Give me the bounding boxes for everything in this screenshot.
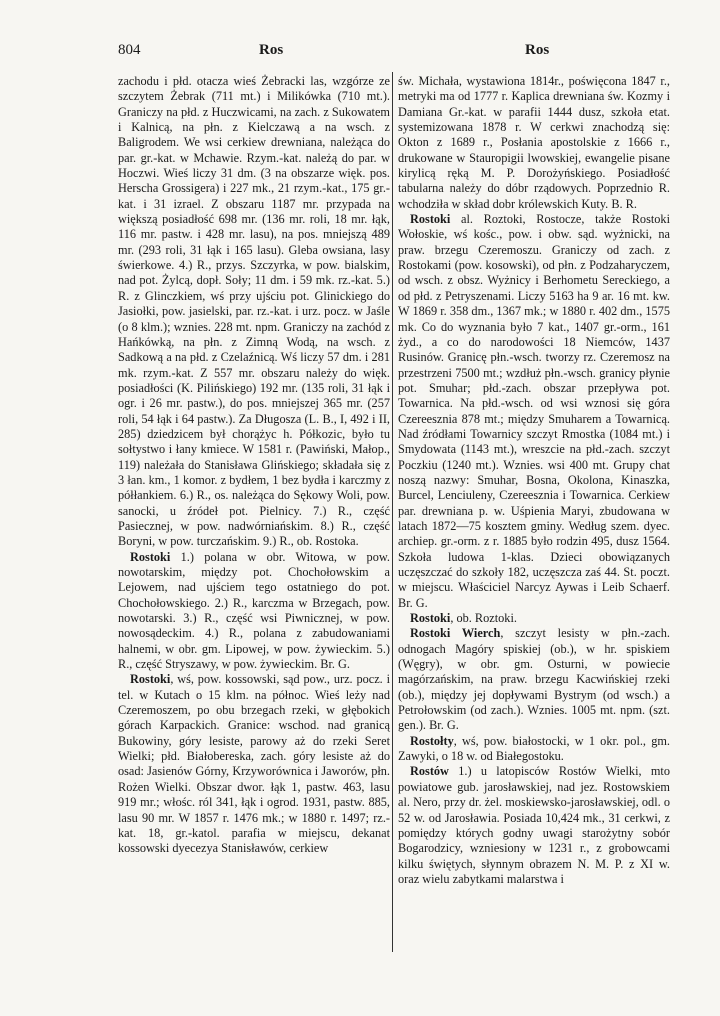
entry-text: 1.) u latopisców Rostów Wielki, mto powiatowe gub. jarosławskiej, nad jez. Rostowskiem al. Nero, przy dr. żel. moskiewsko-jarosławskiej, odl. o 52 w. od Jarosławia. Posiada 10,424 mk., 31 cerkwi, z pomiędzy których godny uwagi starożytny sobór Bogarodzicy, wzniesiony w 1231 r., z grobowcami kilku świętych, słynnym obrazem N. M. P. z XI w. oraz wielu zabytkami malarstwa i [398, 764, 670, 886]
entry-paragraph [398, 611, 670, 626]
entry-paragraph [118, 74, 390, 550]
entry-paragraph [118, 672, 390, 856]
running-head-left: Ros [259, 42, 284, 58]
entry-paragraph [398, 626, 670, 733]
page-header [118, 42, 670, 62]
entry-headword: Rostoki Wierch [410, 626, 501, 641]
entry-text: al. Roztoki, Rostocze, także Rostoki Wołoskie, wś kośc., pow. i obw. sąd. wyżnicki, na praw. brzegu Czeremoszu. Graniczy od zach. z Rostokami (pow. kosowski), od płn. z Podzaharyczem, od wsch. z obsz. Wyżnicy i Berhometu Sereckiego, a od płd. z Petryszenami. Liczy 5163 ha 9 ar. 16 mt. kw. W 1869 r. 358 dm., 1367 mk.; w 1880 r. 402 dm., 1575 mk. Co do wyznania było 7 kat., 1407 gr.-orm., 161 żyd., a co do narodowości 18 Niemców, 1437 Rusinów. Granicę płn.-wsch. tworzy rz. Czeremosz na przestrzeni 7500 mt.; wzdłuż płn.-wsch. granicy płynie pot. Smuhar; płd.-zach. obszar przepływa pot. Towarnica. Na płd.-wsch. od wsi wznosi się góra Czereesznia 878 mt.; między Smuharem a Towarnicą. Nad źródłami Towarnicy szczyt Rmostka (1084 mt.) i Smydowata (1143 mt.), wreszcie na płd.-zach. szczyt Poczkiu (1240 mt.). Wznies. wsi 400 mt. Grupy chat noszą nazwy: Smuhar, Bosna, Okolona, Kinaszka, Burcel, Lenciuleny, Czereesznia i Towarnica. Cerkiew par. drewniana p. w. Uśpienia Maryi, zbudowana w latach 1872—75 kosztem gminy. Według szem. dyec. archiep. gr.-orm. z r. 1885 było rodzin 495, dusz 1564. Szkoła ludowa 1-klas. Dzieci obowiązanych uczęszczać do szkoły 182, uczęszcza zaś 44. St. poczt. w miejscu. Właściciel Narcyz Aywas i Leib Schaerf. Br. G. [398, 212, 670, 610]
running-head-right: Ros [525, 42, 550, 58]
entry-paragraph [398, 764, 670, 887]
entry-text: zachodu i płd. otacza wieś Żebracki las, wzgórze ze szczytem Żebrak (711 mt.) i Milikówka (710 mt.). Graniczy na płd. z Huczwicami, na zach. z Sukowatem i Kalnicą, na płn. z Kielczawą a na wsch. z Baligrodem. We wsi cerkiew drewniana, należąca do par. gr.-kat. w Mchawie. Rzym.-kat. należą do par. w Hoczwi. Wieś liczy 31 dm. (3 na obszarze więk. pos. Herscha Grossigera) i 227 mk., 21 rzym.-kat., 175 gr.-kat. i 31 izrael. Z obszaru 1187 mr. przypada na większą posiadłość 698 mr. (136 mr. roli, 18 mr. łąk, 116 mr. pastw. i 428 mr. lasu), na pos. mniejszą 489 mr. (293 roli, 31 łąk i 165 lasu). Gleba owsiana, lasy świerkowe. 4.) R., przys. Szczyrka, w pow. bialskim, nad pot. Żylcą, dopł. Soły; 11 dm. i 59 mk. rz.-kat. 5.) R. z Glinczkiem, wś przy ujściu pot. Glinickiego do Jasiołki, pow. jasielski, par. rz.-kat. i urz. pocz. w Jaśle (o 8 klm.); wznies. 228 mt. npm. Graniczy na zachód z Hańkówką, na płn. z Zimną Wodą, na wsch. z Sadkową a na płd. z Czelaźnicą. Wś liczy 57 dm. i 281 mk. rzym.-kat. Z 557 mr. obszaru należy do więk. posiadłości (K. Pilińskiego) 192 mr. (135 roli, 31 łąk i ogr. i 26 mr. pastw.), do pos. mniejszej 365 mr. (257 roli, 54 łąk i 64 pastw.). Za Długosza (L. B., I, 492 i II, 285) dziedzicem był chorążyc h. Półkozic, było tu sołtystwo i łany kmiece. W 1581 r. (Pawiński, Małop., 119) należała do Stanisława Glińskiego; składała się z 3 łan. km., 1 komor. z bydłem, 1 bez bydła i karczmy z półłankiem. 6.) R., os. należąca do Sękowy Woli, pow. sanocki, u źródeł pot. Pielnicy. 7.) R., część Pasiecznej, w pow. nadwórniańskim. 8.) R., część Boryni, w pow. turczańskim. 9.) R., ob. Rostoka. [118, 74, 390, 549]
entry-headword: Rostoki [410, 212, 451, 227]
entry-headword: Rostów [410, 764, 449, 779]
entry-text: św. Michała, wystawiona 1814r., poświęcona 1847 r., metryki ma od 1777 r. Kaplica drewniana św. Kozmy i Damiana Gr.-kat. w parafii 1444 dusz, szkoła etat. systemizowana 1878 r. W cerkwi znachodzą się: Okton z 1689 r., Posłania apostolskie z 1666 r., drukowane w Stauropigii lwowskiej, ewangelie pisane kirylicą ręką M. P. Dorożyńskiego. Posiadłość tabularna należy do dóbr rządowych. Poprzednio R. wchodziła w skład dobr królewskich Kuty. B. R. [398, 74, 670, 211]
entry-headword: Rostoki [130, 549, 171, 564]
entry-text: 1.) polana w obr. Witowa, w pow. nowotarskim, między pot. Chochołowskim a Lejowem, nad ujściem tego ostatniego do pot. Chochołowskiego. 2.) R., karczma w Brzegach, pow. nowotarski. 3.) R., część wsi Piwnicznej, w pow. nowosądeckim. 4.) R., polana z zabudowaniami halnemi, w obr. gm. Lipowej, w pow. żywieckim. 5.) R., część Stryszawy, w pow. żywieckim. Br. G. [118, 549, 390, 672]
entry-paragraph [398, 74, 670, 212]
entry-paragraph [398, 734, 670, 765]
entry-headword: Rostoki [130, 672, 171, 687]
entry-paragraph [398, 212, 670, 611]
right-column [398, 74, 670, 887]
entry-text: , ob. Roztoki. [450, 611, 517, 626]
entry-headword: Rostołty [410, 733, 454, 748]
left-column [118, 74, 390, 857]
entry-paragraph [118, 550, 390, 673]
entry-text: , wś, pow. białostocki, w 1 okr. pol., gm. Zawyki, o 18 w. od Białegostoku. [398, 733, 670, 764]
column-rule [392, 72, 393, 952]
entry-headword: Rostoki [410, 611, 451, 626]
page-number: 804 [118, 42, 141, 58]
entry-text: , wś, pow. kossowski, sąd pow., urz. pocz. i tel. w Kutach o 15 klm. na północ. Wieś leży nad Czeremoszem, po obu brzegach rzeki, w głębokich górach Karpackich. Granice: wschod. nad granicą Bukowiny, góry lesiste, parowy aż do rzeki Seret Wielki; płd. Białobereska, zach. góry lesiste aż do osad: Jasienów Górny, Krzyworównica i Jaworów, płn. Rożen Wielki. Obszar dwor. łąk 1, pastw. 463, lasu 919 mr.; włośc. ról 341, łąk i ogrod. 1931, pastw. 885, lasu 90 mr. W 1857 r. 1476 mk.; w 1880 r. 1497; rz.-kat. 18, gr.-katol. parafia w miejscu, dekanat kossowski dyecezya Stanisławów, cerkiew [118, 672, 390, 856]
entry-text: , szczyt lesisty w płn.-zach. odnogach Magóry spiskiej (ob.), w hr. spiskiem (Węgry), w obr. gm. Osturni, w powiecie magórzańskim, na praw. brzegu Kacwińskiej rzeki (ob.), między jej dopływami Bystrym (od wsch.) a Petrołowskim (od zach.). Wznies. 1005 mt. npm. (szt. gen.). Br. G. [398, 626, 670, 733]
